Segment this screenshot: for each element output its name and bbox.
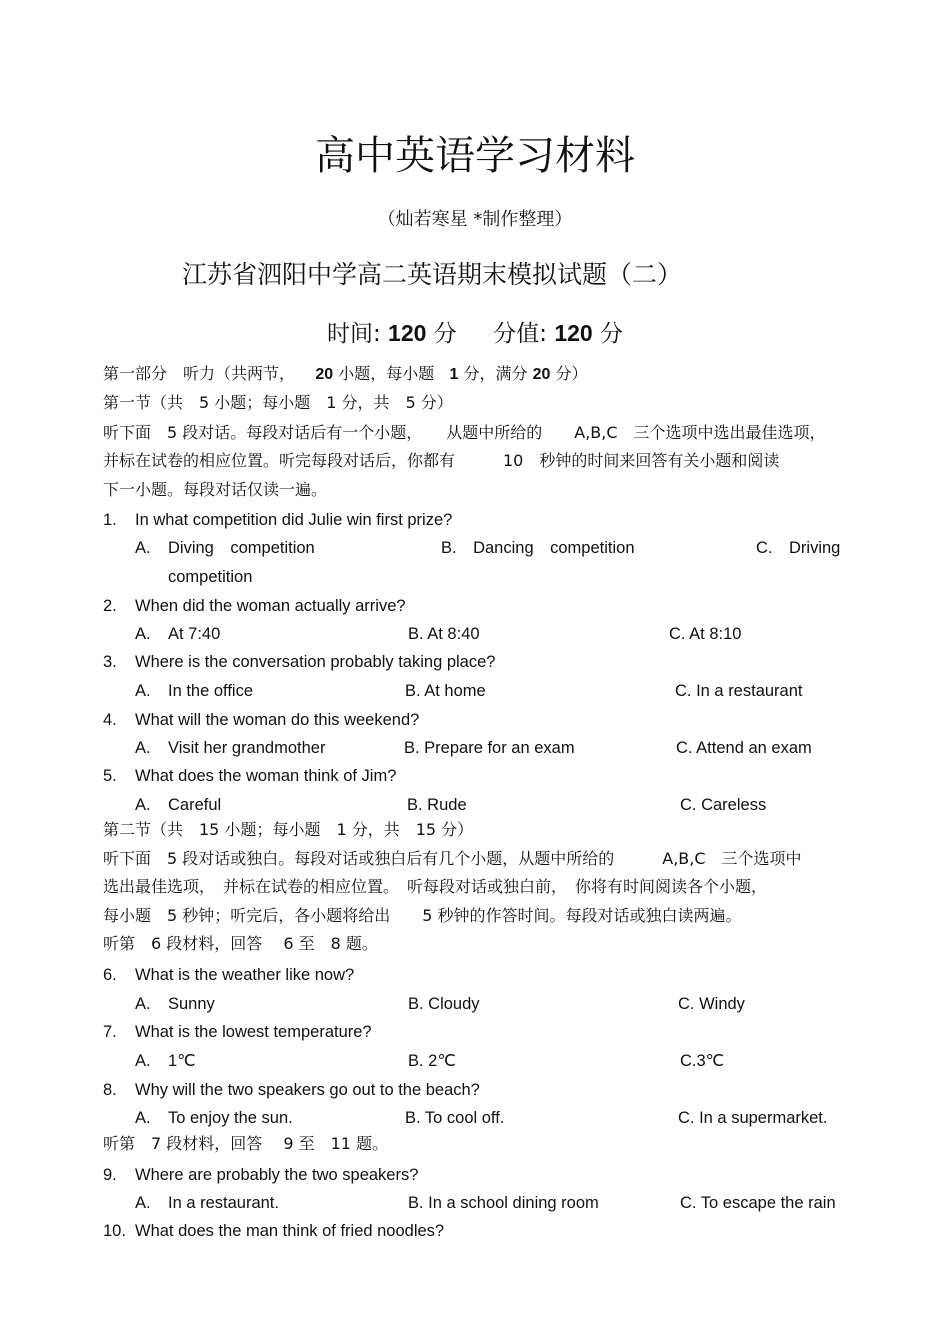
option-letter: A.: [135, 995, 151, 1013]
section1-heading: 第一节（共 5 小题；每小题 1 分，共 5 分）: [103, 393, 453, 412]
section2-instructions: 选出最佳选项， 并标在试卷的相应位置。 听每段对话或独白前， 你将有时间阅读各个小题，: [103, 877, 768, 896]
section1-instructions: 并标在试卷的相应位置。听完每段对话后，你都有 10 秒钟的时间来回答有关小题和阅读: [103, 451, 780, 470]
option-b: B. To cool off.: [405, 1109, 505, 1127]
option-c: C. At 8:10: [669, 625, 742, 643]
part1-heading-text: 分，满分: [463, 364, 528, 383]
option-text: Sunny: [168, 995, 215, 1013]
part1-heading-text: 分）: [555, 364, 588, 383]
option-b: B. Rude: [407, 796, 467, 814]
section2-instructions: 每小题 5 秒钟；听完后，各小题将给出 5 秒钟的作答时间。每段对话或独白读两遍。: [103, 906, 742, 925]
question: [103, 963, 354, 987]
option-a: [135, 736, 325, 760]
option-b: B. 2℃: [408, 1052, 456, 1070]
option-letter: A.: [135, 625, 151, 643]
question-number: 1.: [103, 511, 117, 529]
section1-instructions: 下一小题。每段对话仅读一遍。: [103, 480, 328, 499]
part1-total-points: 20: [532, 366, 551, 383]
score-unit: 分: [600, 321, 624, 347]
option-c: C. To escape the rain: [680, 1194, 836, 1212]
option-c: C. Driving: [756, 539, 841, 557]
option-b: B. Cloudy: [408, 995, 480, 1013]
material-group-heading: 听第 6 段材料，回答 6 至 8 题。: [103, 934, 378, 953]
option-text: In the office: [168, 682, 254, 700]
question: [103, 1163, 418, 1187]
time-value: 120: [388, 320, 427, 346]
question: [103, 764, 396, 788]
part1-heading-text: 第一部分 听力（共两节，: [103, 364, 296, 383]
option-text: To enjoy the sun.: [168, 1109, 293, 1127]
page-subtitle: （灿若寒星 *制作整理）: [377, 209, 573, 230]
option-letter: A.: [135, 739, 151, 757]
question-text: Where is the conversation probably taking place?: [135, 653, 496, 671]
option-letter: A.: [135, 682, 151, 700]
option-letter: A.: [135, 1194, 151, 1212]
question: [103, 1078, 480, 1102]
option-c-continued: competition: [168, 568, 253, 586]
option-a: [135, 1106, 293, 1130]
option-c: C. Attend an exam: [676, 739, 812, 757]
option-a: [135, 1049, 196, 1073]
option-text: 1℃: [168, 1052, 196, 1070]
option-text: At 7:40: [168, 625, 221, 643]
question-text: When did the woman actually arrive?: [135, 597, 406, 615]
option-a: [135, 1191, 279, 1215]
question: [103, 508, 452, 532]
option-a: [135, 536, 315, 560]
option-text: Diving competition: [168, 539, 315, 557]
option-c: C. In a restaurant: [675, 682, 803, 700]
option-b: B. Prepare for an exam: [404, 739, 575, 757]
option-b: B. At home: [405, 682, 486, 700]
question-number: 2.: [103, 597, 117, 615]
option-c: C. In a supermarket.: [678, 1109, 828, 1127]
question-number: 9.: [103, 1166, 117, 1184]
option-text: In a restaurant.: [168, 1194, 279, 1212]
material-group-heading: 听第 7 段材料，回答 9 至 11 题。: [103, 1134, 389, 1153]
question-number: 4.: [103, 711, 117, 729]
option-a: [135, 622, 220, 646]
option-c: C.3℃: [680, 1052, 725, 1070]
section2-heading: 第二节（共 15 小题；每小题 1 分，共 15 分）: [103, 820, 474, 839]
time-label: 时间:: [326, 321, 381, 347]
option-text: Visit her grandmother: [168, 739, 326, 757]
part1-question-count: 20: [315, 366, 334, 383]
question-number: 8.: [103, 1081, 117, 1099]
part1-heading: [103, 362, 588, 387]
option-letter: A.: [135, 796, 151, 814]
question: [103, 1219, 444, 1243]
option-b: B. Dancing competition: [441, 539, 635, 557]
option-text: Careful: [168, 796, 222, 814]
option-b: B. In a school dining room: [408, 1194, 599, 1212]
section1-instructions: 听下面 5 段对话。每段对话后有一个小题， 从题中所给的 A,B,C 三个选项中选出最佳选项，: [103, 423, 826, 442]
question-text: Where are probably the two speakers?: [135, 1166, 419, 1184]
score-label: 分值:: [493, 321, 548, 347]
part1-heading-text: 小题，每小题: [338, 364, 435, 383]
question: [103, 708, 419, 732]
option-letter: A.: [135, 1052, 151, 1070]
question-number: 3.: [103, 653, 117, 671]
option-c: C. Windy: [678, 995, 745, 1013]
option-letter: A.: [135, 1109, 151, 1127]
question-text: What is the lowest temperature?: [135, 1023, 372, 1041]
question-text: What will the woman do this weekend?: [135, 711, 420, 729]
question-text: In what competition did Julie win first prize?: [135, 511, 453, 529]
time-unit: 分: [433, 321, 457, 347]
question: [103, 650, 495, 674]
score-value: 120: [554, 320, 593, 346]
question: [103, 1020, 372, 1044]
page-title: 高中英语学习材料: [315, 133, 635, 179]
section2-instructions: 听下面 5 段对话或独白。每段对话或独白后有几个小题，从题中所给的 A,B,C 三个选项中: [103, 849, 802, 868]
time-score-line: [0, 316, 950, 351]
question-number: 5.: [103, 767, 117, 785]
option-a: [135, 793, 221, 817]
question-text: What is the weather like now?: [135, 966, 355, 984]
part1-points-each: 1: [449, 366, 459, 383]
question-number: 6.: [103, 966, 117, 984]
option-c: C. Careless: [680, 796, 767, 814]
option-b: B. At 8:40: [408, 625, 480, 643]
exam-title: 江苏省泗阳中学高二英语期末模拟试题（二）: [182, 260, 683, 289]
question-text: Why will the two speakers go out to the beach?: [135, 1081, 480, 1099]
question-number: 10.: [103, 1222, 126, 1240]
question-number: 7.: [103, 1023, 117, 1041]
question: [103, 594, 406, 618]
option-letter: A.: [135, 539, 151, 557]
option-a: [135, 679, 253, 703]
option-a: [135, 992, 215, 1016]
question-text: What does the woman think of Jim?: [135, 767, 397, 785]
question-text: What does the man think of fried noodles?: [135, 1222, 445, 1240]
